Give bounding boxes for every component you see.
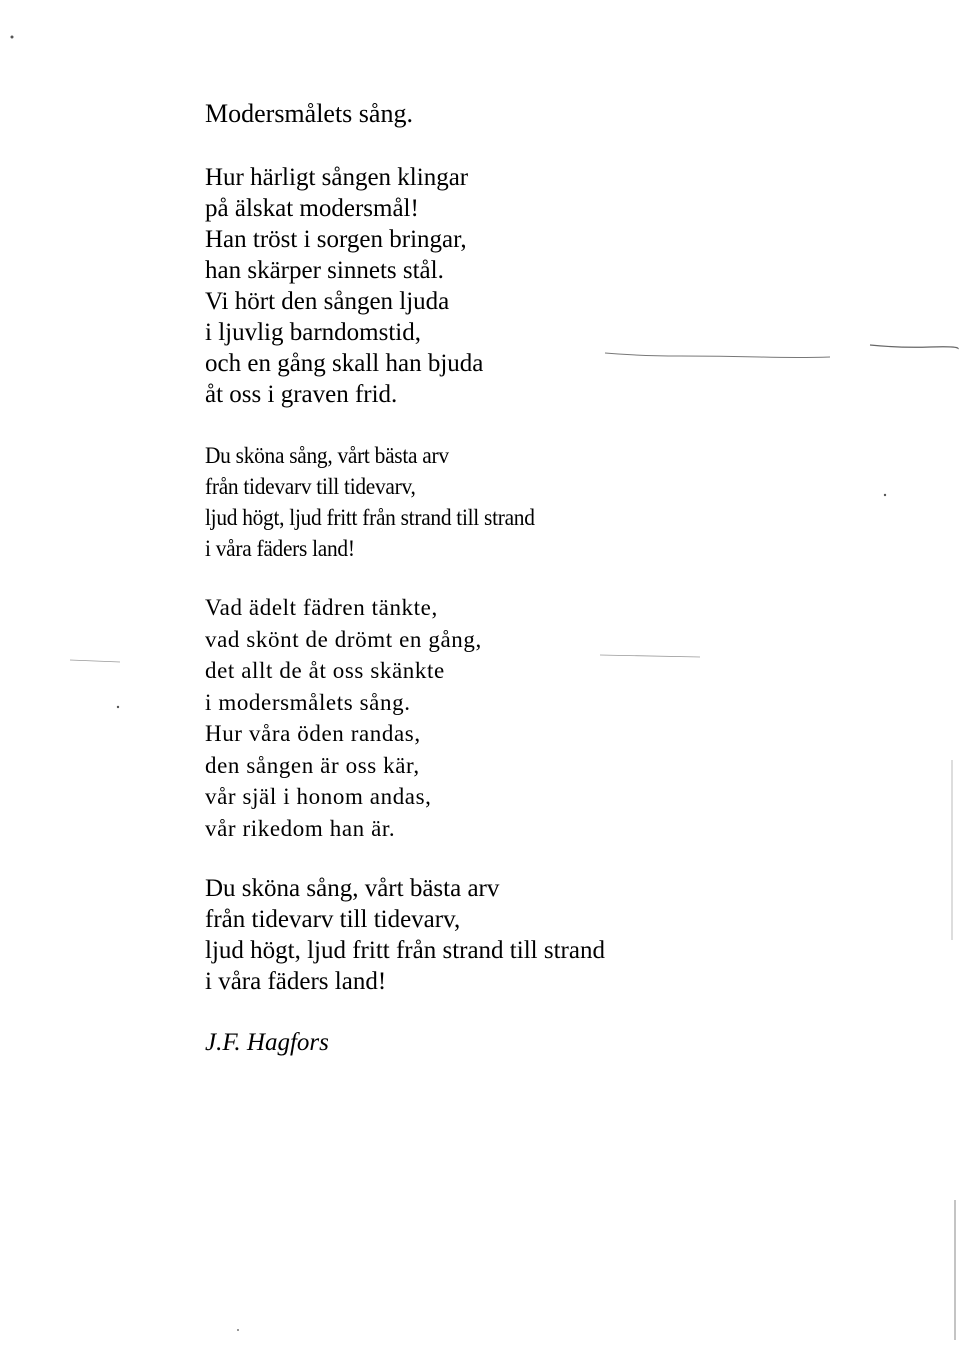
poem-line: ljud högt, ljud fritt från strand till strand — [205, 937, 605, 964]
poem-line: i våra fäders land! — [205, 968, 387, 995]
poem-line: från tidevarv till tidevarv, — [205, 474, 416, 499]
poem-title: Modersmålets sång. — [205, 99, 413, 128]
poem-line: den sången är oss kär, — [205, 752, 420, 778]
poem-line: Hur härligt sången klingar — [205, 164, 469, 191]
poem-line: i våra fäders land! — [205, 536, 355, 561]
scan-line-artifact — [870, 345, 958, 349]
poem-line: vad skönt de drömt en gång, — [205, 626, 482, 652]
poem-line: Hur våra öden randas, — [205, 721, 421, 746]
poem-line: vår själ i honom andas, — [205, 784, 432, 809]
poem-line: åt oss i graven frid. — [205, 381, 398, 408]
poem-line: Vi hört den sången ljuda — [205, 288, 450, 315]
author-signature: J.F. Hagfors — [205, 1029, 329, 1056]
poem-line: Vad ädelt fädren tänkte, — [205, 595, 438, 620]
poem-line: i modersmålets sång. — [205, 689, 411, 715]
poem-line: det allt de åt oss skänkte — [205, 658, 445, 683]
poem-line: Han tröst i sorgen bringar, — [205, 226, 467, 253]
stanza-3 — [205, 592, 482, 844]
poem-line: ljud högt, ljud fritt från strand till strand — [205, 505, 535, 530]
scan-dot-artifact — [237, 1329, 239, 1331]
stanza-4-refrain — [205, 873, 605, 997]
poem-line: Du sköna sång, vårt bästa arv — [205, 443, 449, 468]
poem-line: och en gång skall han bjuda — [205, 350, 484, 377]
poem-line: i ljuvlig barndomstid, — [205, 319, 421, 346]
poem-line: Du sköna sång, vårt bästa arv — [205, 875, 500, 902]
poem-line: på älskat modersmål! — [205, 195, 419, 222]
scan-dot-artifact — [117, 706, 119, 708]
scan-line-artifact — [600, 655, 700, 657]
poem-line: från tidevarv till tidevarv, — [205, 906, 461, 933]
scan-line-artifact — [70, 660, 120, 662]
scan-dot-artifact — [11, 36, 14, 39]
poem-line: han skärper sinnets stål. — [205, 257, 444, 284]
scan-line-artifact — [605, 353, 830, 358]
scan-dot-artifact — [884, 494, 886, 496]
stanza-2-refrain — [205, 440, 535, 564]
poem-line: vår rikedom han är. — [205, 815, 396, 841]
stanza-1 — [205, 162, 483, 410]
